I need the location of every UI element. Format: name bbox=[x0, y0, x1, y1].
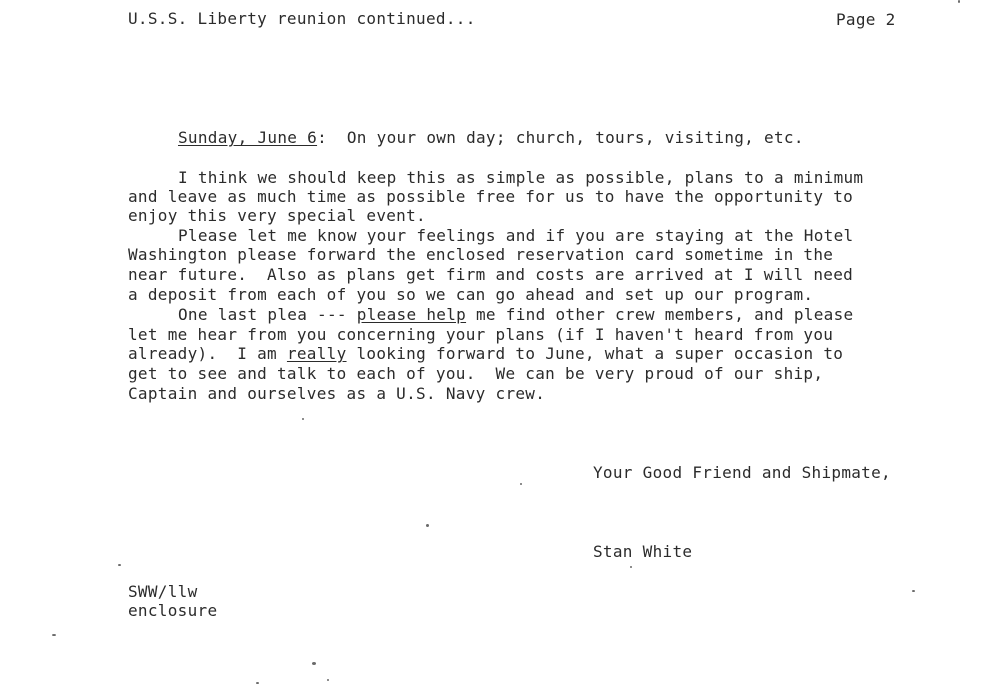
schedule-entry bbox=[178, 128, 804, 148]
already-text: already). I am bbox=[128, 344, 287, 363]
paragraph-2-line-3: near future. Also as plans get firm and costs are arrived at I will need bbox=[128, 265, 854, 284]
really-emphasis: really bbox=[286, 344, 347, 363]
paragraph-1-line-3: enjoy this very special event. bbox=[128, 206, 426, 225]
scan-speck bbox=[426, 524, 429, 527]
header-title: U.S.S. Liberty reunion continued... bbox=[128, 9, 476, 28]
signature-name: Stan White bbox=[593, 542, 693, 561]
plea-text: One last plea --- bbox=[178, 305, 357, 324]
paragraph-2-line-4: a deposit from each of you so we can go ahead and set up our program. bbox=[128, 285, 814, 304]
typist-initials: SWW/llw bbox=[128, 582, 198, 601]
schedule-day: Sunday, June 6 bbox=[178, 128, 318, 147]
page-number: Page 2 bbox=[836, 10, 896, 29]
schedule-description: On your own day; church, tours, visiting, etc. bbox=[346, 128, 804, 147]
paragraph-2-line-1: Please let me know your feelings and if you are staying at the Hotel bbox=[178, 226, 854, 245]
paragraph-3-line-2: let me hear from you concerning your plans (if I haven't heard from you bbox=[128, 325, 834, 344]
paragraph-2-line-2: Washington please forward the enclosed reservation card sometime in the bbox=[128, 245, 834, 264]
scan-speck bbox=[302, 418, 304, 420]
scan-speck bbox=[958, 0, 960, 3]
paragraph-3-line-1 bbox=[178, 305, 853, 325]
paragraph-1-line-1: I think we should keep this as simple as possible, plans to a minimum bbox=[178, 168, 864, 187]
closing-salutation: Your Good Friend and Shipmate, bbox=[593, 463, 891, 482]
enclosure-note: enclosure bbox=[128, 601, 218, 620]
scan-speck bbox=[256, 682, 259, 684]
scan-speck bbox=[630, 566, 632, 568]
paragraph-3-line-4: get to see and talk to each of you. We can be very proud of our ship, bbox=[128, 364, 824, 383]
scan-speck bbox=[312, 662, 316, 665]
scan-speck bbox=[912, 590, 915, 592]
scan-speck bbox=[327, 679, 329, 681]
scan-speck bbox=[118, 564, 121, 566]
scan-speck bbox=[520, 483, 522, 485]
paragraph-3-line-3 bbox=[128, 344, 843, 364]
schedule-colon: : bbox=[317, 128, 327, 147]
looking-forward-text: looking forward to June, what a super occasion to bbox=[346, 344, 844, 363]
plea-text-continued: me find other crew members, and please bbox=[466, 305, 854, 324]
scan-speck bbox=[52, 634, 56, 636]
please-help-emphasis: please help bbox=[356, 305, 467, 324]
paragraph-1-line-2: and leave as much time as possible free for us to have the opportunity to bbox=[128, 187, 854, 206]
paragraph-3-line-5: Captain and ourselves as a U.S. Navy crew. bbox=[128, 384, 546, 403]
